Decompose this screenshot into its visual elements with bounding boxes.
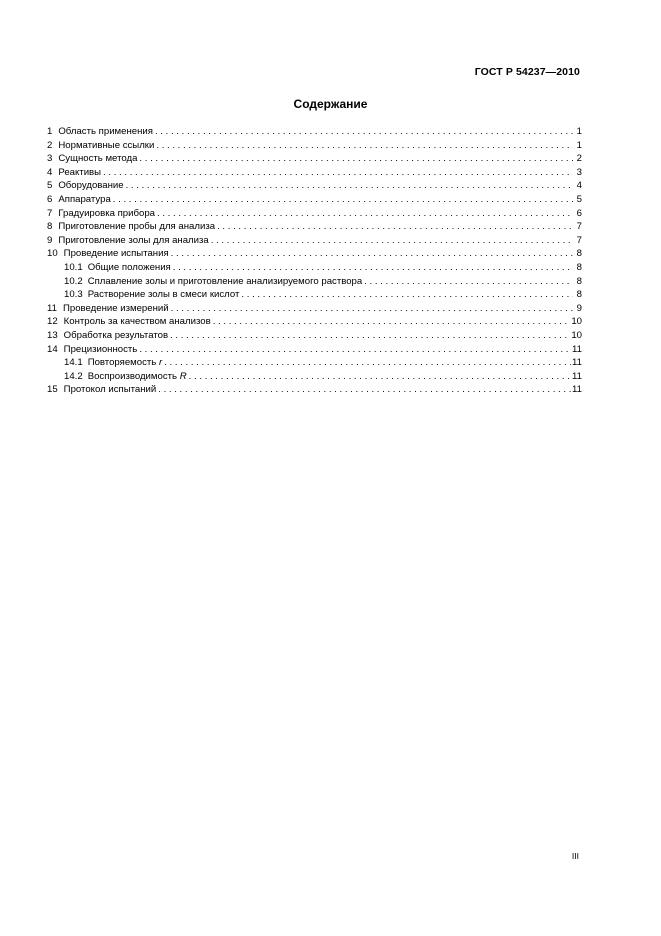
toc-entry-label-text: Повторяемость [87, 357, 157, 369]
toc-subentry[interactable] [47, 356, 582, 370]
toc-entry-number: 10.2 [64, 275, 83, 287]
toc-entry-number: 11 [47, 302, 57, 314]
toc-entry-label: Оборудование [58, 180, 124, 192]
document-code: ГОСТ Р 54237—2010 [474, 66, 580, 78]
toc-leader-dots [211, 234, 573, 248]
toc-entry-number: 14.2 [64, 370, 83, 382]
toc-entry-number: 4 [47, 166, 53, 178]
toc-entry-label [88, 370, 187, 384]
toc-leader-dots [113, 193, 573, 207]
toc-entry-number: 8 [47, 221, 53, 233]
toc-subentry[interactable] [47, 288, 582, 302]
toc-entry-label: Градуировка прибора [58, 207, 155, 219]
toc-entry-label: Сплавление золы и приготовление анализируемого раствора [87, 275, 363, 287]
toc-entry[interactable] [47, 383, 582, 397]
toc-entry-label: Проведение испытания [63, 248, 169, 260]
toc-leader-dots [213, 315, 571, 329]
toc-entry-number: 10.3 [64, 289, 83, 301]
toc-entry-label [88, 356, 163, 370]
toc-entry-number: 1 [47, 126, 53, 137]
toc-leader-dots [155, 125, 573, 139]
toc-entry-page: 11 [572, 343, 582, 355]
toc-entry-page: 8 [576, 289, 582, 301]
toc-leader-dots [241, 288, 573, 302]
toc-entry-label: Приготовление пробы для анализа [58, 221, 216, 233]
toc-entry-number: 14 [47, 343, 58, 355]
toc-subentry[interactable] [47, 275, 582, 289]
toc-leader-dots [156, 139, 573, 153]
toc-entry-number: 14.1 [64, 357, 83, 369]
toc-entry-label: Обработка результатов [63, 329, 169, 341]
toc-leader-dots [171, 302, 573, 316]
toc-entry-label: Прецизионность [63, 343, 138, 355]
toc-entry-label: Проведение измерений [62, 302, 169, 314]
toc-entry[interactable] [47, 343, 582, 357]
toc-leader-dots [171, 247, 573, 261]
toc-entry-label: Приготовление золы для анализа [58, 234, 209, 246]
toc-entry-symbol: r [158, 357, 163, 369]
toc-entry-page: 10 [571, 329, 582, 341]
toc-entry-number: 10 [47, 248, 58, 260]
toc-entry-page: 5 [576, 193, 582, 205]
toc-leader-dots [173, 261, 573, 275]
toc-entry[interactable] [47, 152, 582, 166]
toc-entry-number: 2 [47, 139, 53, 151]
toc-entry[interactable] [47, 125, 582, 139]
toc-leader-dots [126, 179, 573, 193]
toc-entry-number: 12 [47, 316, 58, 328]
toc-entry[interactable] [47, 179, 582, 193]
toc-leader-dots [157, 207, 573, 221]
toc-entry[interactable] [47, 302, 582, 316]
toc-entry-number: 6 [47, 193, 53, 205]
toc-entry[interactable] [47, 193, 582, 207]
toc-title: Содержание [293, 97, 368, 111]
toc-entry-label: Аппаратура [58, 193, 111, 205]
toc-entry[interactable] [47, 329, 582, 343]
toc-leader-dots [364, 275, 573, 289]
toc-entry-page: 7 [576, 234, 582, 246]
toc-entry-page: 10 [571, 316, 582, 328]
toc-entry-page: 1 [576, 139, 582, 151]
toc-entry-page: 1 [576, 126, 582, 137]
toc-leader-dots [164, 356, 571, 370]
toc-leader-dots [158, 383, 571, 397]
toc-leader-dots [189, 370, 571, 384]
toc-entry[interactable] [47, 207, 582, 221]
toc-subentry[interactable] [47, 370, 582, 384]
toc-entry-page: 4 [576, 180, 582, 192]
toc-entry-label: Протокол испытаний [63, 384, 157, 396]
toc-entry-number: 5 [47, 180, 53, 192]
toc-leader-dots [139, 343, 571, 357]
toc-entry-label: Общие положения [87, 261, 171, 273]
toc-leader-dots [170, 329, 570, 343]
toc-leader-dots [217, 220, 573, 234]
toc-entry-label: Сущность метода [58, 153, 138, 165]
toc-entry-page: 11 [572, 384, 582, 396]
toc-entry-label: Нормативные ссылки [58, 139, 155, 151]
toc-entry-page: 6 [576, 207, 582, 219]
toc-entry-number: 9 [47, 234, 53, 246]
page-folio: III [571, 851, 579, 861]
toc-entry-symbol: R [179, 370, 187, 382]
toc-entry-number: 10.1 [64, 261, 83, 273]
toc-leader-dots [103, 166, 573, 180]
toc-entry[interactable] [47, 247, 582, 261]
toc-entry-page: 2 [576, 153, 582, 165]
toc-entry-page: 7 [576, 221, 582, 233]
toc-entry-page: 11 [572, 357, 582, 369]
toc-entry-page: 8 [576, 261, 582, 273]
toc-entry-label-text: Воспроизводимость [87, 370, 178, 382]
toc-entry-page: 8 [576, 248, 582, 260]
toc-entry-number: 15 [47, 384, 58, 396]
table-of-contents [47, 125, 582, 397]
toc-entry-label: Контроль за качеством анализов [63, 316, 211, 328]
toc-entry-number: 7 [47, 207, 53, 219]
toc-entry[interactable] [47, 166, 582, 180]
toc-entry-page: 11 [572, 370, 582, 382]
toc-entry-page: 9 [576, 302, 582, 314]
toc-entry[interactable] [47, 139, 582, 153]
toc-entry[interactable] [47, 234, 582, 248]
toc-entry[interactable] [47, 315, 582, 329]
toc-leader-dots [139, 152, 573, 166]
toc-entry-number: 3 [47, 153, 53, 165]
toc-entry-label: Область применения [58, 126, 153, 137]
toc-entry-page: 3 [576, 166, 582, 178]
toc-subentry[interactable] [47, 261, 582, 275]
toc-entry-number: 13 [47, 329, 58, 341]
toc-entry-label: Реактивы [58, 166, 102, 178]
toc-entry-label: Растворение золы в смеси кислот [87, 289, 240, 301]
toc-entry[interactable] [47, 220, 582, 234]
toc-entry-page: 8 [576, 275, 582, 287]
